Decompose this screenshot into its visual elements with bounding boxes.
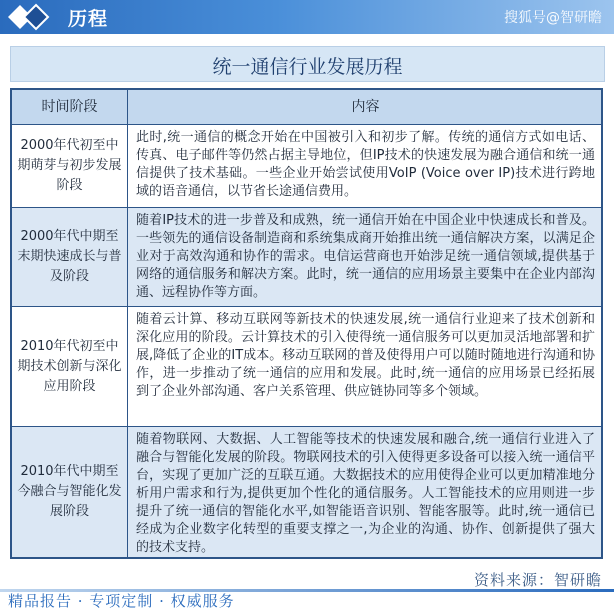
page-title: 历程 [68, 8, 109, 30]
stage-cell: 2010年代中期至今融合与智能化发展阶段 [12, 427, 128, 557]
stage-cell: 2000年代初至中期萌芽与初步发展阶段 [12, 125, 128, 207]
stage-cell: 2010年代初至中期技术创新与深化应用阶段 [12, 307, 128, 426]
table-row [12, 306, 601, 426]
watermark-text: 搜狐号@智研瞻 [504, 10, 602, 26]
diamond-logo-icon [6, 3, 60, 31]
table-row [12, 207, 601, 306]
source-note: 资料来源：智研瞻 [473, 571, 602, 589]
history-table [10, 88, 603, 559]
table-header-row [12, 90, 601, 124]
table-row [12, 124, 601, 207]
column-header-stage: 时间阶段 [12, 90, 128, 124]
header-bar [0, 0, 614, 34]
footer-slogan: 精品报告 · 专项定制 · 权威服务 [8, 592, 235, 610]
content-cell: 此时,统一通信的概念开始在中国被引入和初步了解。传统的通信方式如电话、传真、电子邮件等仍然占据主导地位，但IP技术的快速发展为融合通信和统一通信提供了技术基础。一些企业开始尝试使用VoIP (Voice over IP)技术进行跨地域的语音通信，以节省长途通信费用。 [136, 130, 595, 199]
column-header-content: 内容 [351, 99, 380, 115]
title-banner [10, 46, 605, 82]
banner-title: 统一通信行业发展历程 [212, 56, 403, 78]
content-cell: 随着IP技术的进一步普及和成熟，统一通信开始在中国企业中快速成长和普及。一些领先的通信设备制造商和系统集成商开始推出统一通信解决方案，以满足企业对于高效沟通和协作的需求。电信运营商也开始涉足统一通信领域,提供基于网络的通信服务和解决方案。此时，统一通信的应用场景主要集中在企业内部沟通、远程协作等方面。 [136, 213, 595, 300]
content-cell: 随着云计算、移动互联网等新技术的快速发展,统一通信行业迎来了技术创新和深化应用的阶段。云计算技术的引入使得统一通信服务可以更加灵活地部署和扩展,降低了企业的IT成本。移动互联网的普及使得用户可以随时随地进行沟通和协作，进一步推动了统一通信的应用和发展。此时,统一通信的应用场景已经拓展到了企业外部沟通、客户关系管理、供应链协同等多个领域。 [136, 312, 595, 399]
content-cell: 随着物联网、大数据、人工智能等技术的快速发展和融合,统一通信行业进入了融合与智能化发展的阶段。物联网技术的引入使得更多设备可以接入统一通信平台，实现了更加广泛的互联互通。大数据技术的应用使得企业可以更加精准地分析用户需求和行为,提供更加个性化的通信服务。人工智能技术的应用则进一步提升了统一通信的智能化水平,如智能语音识别、智能客服等。此时,统一通信已经成为企业数字化转型的重要支撑之一,为企业的沟通、协作、创新提供了强大的技术支持。 [136, 432, 595, 555]
stage-cell: 2000年代中期至末期快速成长与普及阶段 [12, 208, 128, 306]
table-row [12, 426, 601, 557]
